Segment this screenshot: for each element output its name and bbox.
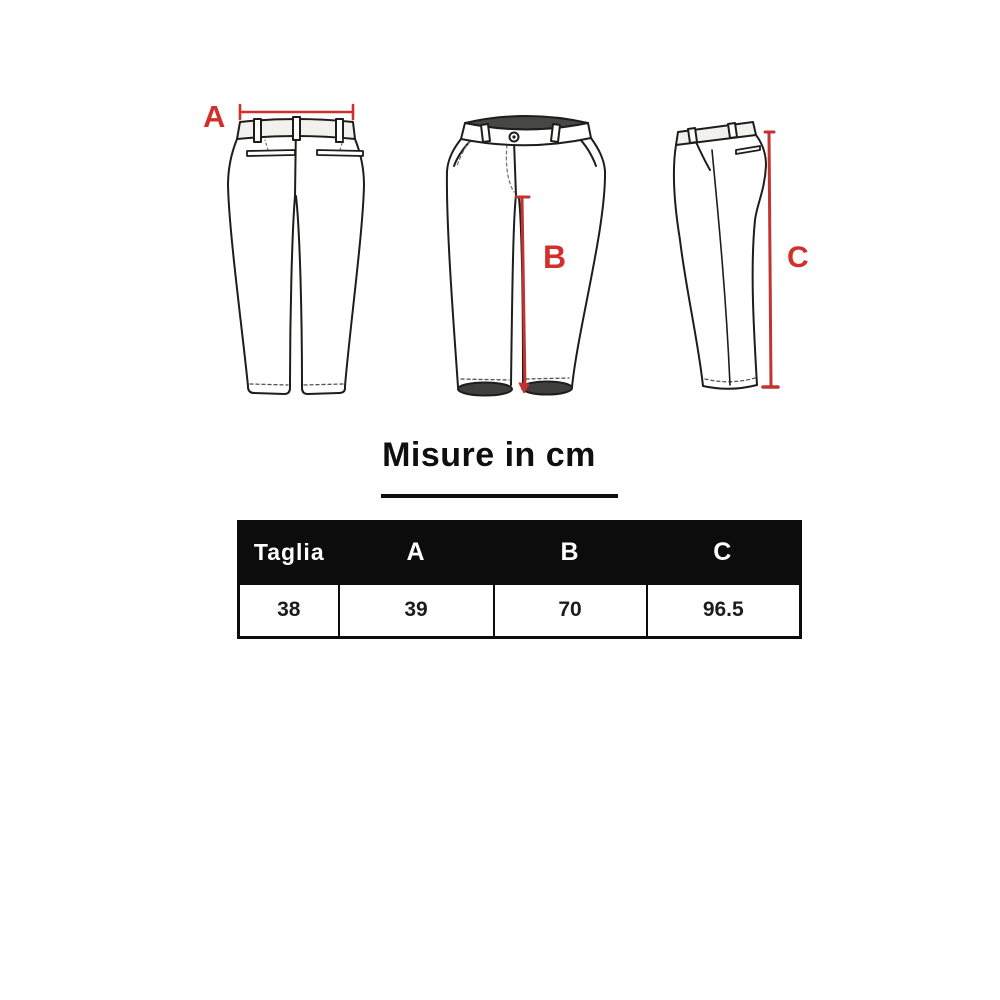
front-right-outseam xyxy=(572,138,605,387)
belt-loop xyxy=(254,119,261,142)
table-row xyxy=(239,584,801,638)
belt-loop xyxy=(481,124,490,142)
header-cell-b: B xyxy=(494,522,647,584)
front-right-hem xyxy=(522,382,572,395)
belt-loop xyxy=(293,117,300,140)
side-front-edge xyxy=(674,145,703,386)
front-left-hem-stitch xyxy=(461,379,509,380)
section-title: Misure in cm xyxy=(382,436,596,474)
size-table-body xyxy=(239,584,801,638)
back-left-hem xyxy=(248,386,290,394)
side-crease-line xyxy=(712,150,730,385)
cell-a-value: 39 xyxy=(339,584,494,638)
measure-label-c: C xyxy=(787,241,809,274)
side-back-pocket-welt xyxy=(736,146,760,154)
table-header-row xyxy=(239,522,801,584)
front-left-hem xyxy=(458,383,512,396)
back-right-hem xyxy=(302,386,345,394)
belt-loop xyxy=(336,119,343,142)
fly-seam xyxy=(514,141,516,196)
fly-stitch xyxy=(506,145,514,192)
waist-button-hole xyxy=(512,135,515,138)
back-right-outseam xyxy=(345,139,364,386)
back-pocket-welt xyxy=(247,150,295,156)
back-dart xyxy=(265,140,268,150)
back-left-hem-stitch xyxy=(250,384,288,385)
header-cell-taglia: Taglia xyxy=(239,522,339,584)
front-left-outseam xyxy=(447,139,461,387)
front-right-hem-stitch xyxy=(526,378,569,379)
belt-loop xyxy=(551,124,560,142)
belt-loop xyxy=(688,128,697,143)
front-left-inseam xyxy=(511,196,516,385)
side-pocket-slash xyxy=(696,142,710,170)
back-pocket-welt xyxy=(317,150,363,156)
belt-loop xyxy=(728,123,737,138)
cell-taglia-value: 38 xyxy=(239,584,339,638)
cell-b-value: 70 xyxy=(494,584,647,638)
back-left-outseam xyxy=(228,139,248,386)
size-table-header xyxy=(239,522,801,584)
section-title-wrap xyxy=(0,436,978,475)
title-underline xyxy=(381,494,618,498)
back-right-hem-stitch xyxy=(304,384,343,385)
size-table xyxy=(237,520,802,639)
measure-label-b: B xyxy=(543,239,567,275)
back-left-inseam xyxy=(290,196,295,386)
cell-c-value: 96.5 xyxy=(647,584,801,638)
measure-label-a: A xyxy=(203,99,226,134)
back-right-inseam xyxy=(296,196,302,386)
pants-front-view-figure xyxy=(430,103,620,405)
header-cell-c: C xyxy=(647,522,801,584)
pants-back-view-figure xyxy=(200,92,385,407)
side-back-edge xyxy=(753,135,766,385)
header-cell-a: A xyxy=(339,522,494,584)
